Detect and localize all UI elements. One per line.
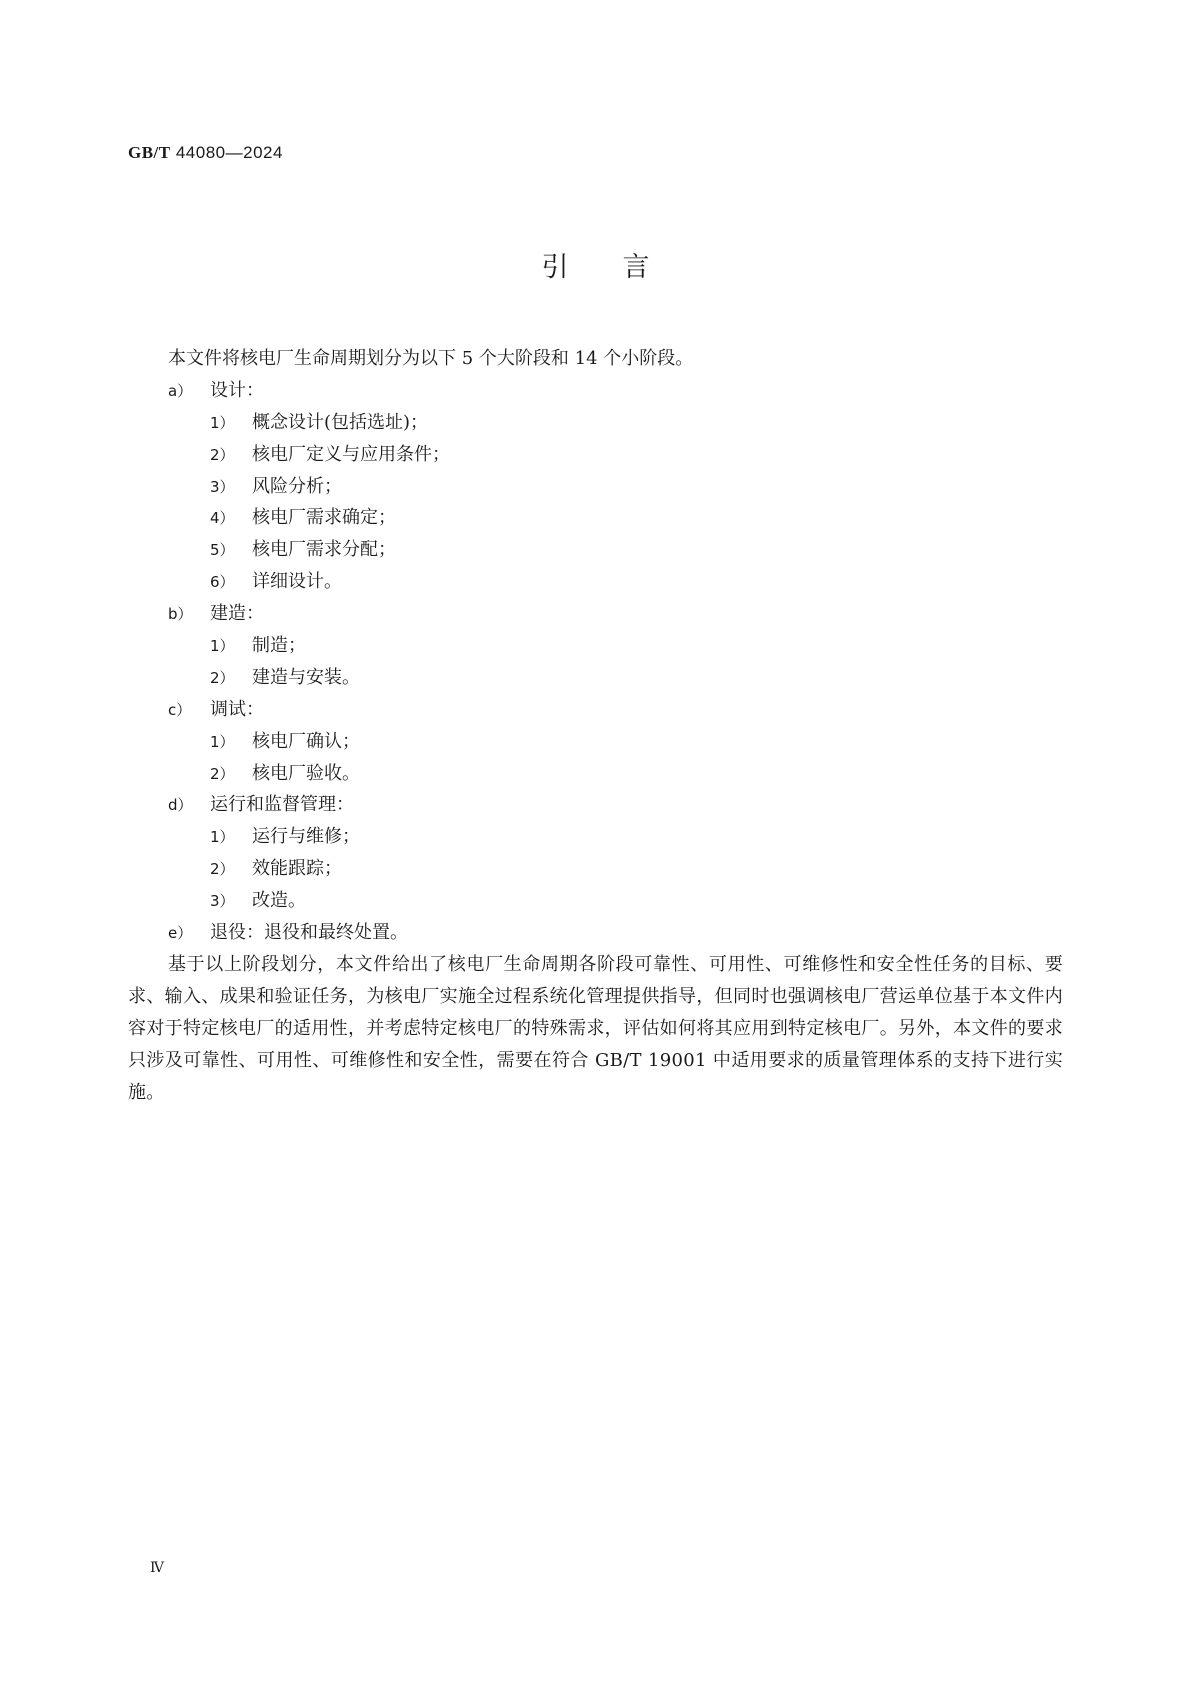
substage-label: 2） — [210, 668, 235, 687]
substage-text: 概念设计(包括选址)； — [252, 411, 429, 433]
substage-text: 详细设计。 — [252, 571, 342, 593]
stage-label: e） — [168, 924, 193, 943]
substage-label: 5） — [210, 541, 235, 560]
stage-text: 调试： — [210, 698, 264, 720]
substage-label: 1） — [210, 828, 235, 847]
substage-item — [128, 821, 1063, 853]
substage-text: 制造； — [252, 635, 306, 657]
substage-item — [128, 885, 1063, 917]
substage-item — [128, 853, 1063, 885]
page-title: 引言 — [541, 252, 704, 283]
document-body — [128, 343, 1063, 1108]
stage-label: c） — [168, 700, 192, 719]
stage-item — [128, 789, 1063, 821]
substage-item — [128, 630, 1063, 662]
stage-item — [128, 917, 1063, 949]
substage-text: 建造与安装。 — [252, 666, 360, 688]
stage-label: d） — [168, 796, 193, 815]
substage-label: 3） — [210, 892, 235, 911]
substage-label: 2） — [210, 764, 235, 783]
stage-label: a） — [168, 381, 193, 400]
substage-item — [128, 566, 1063, 598]
substage-item — [128, 439, 1063, 471]
substage-text: 改造。 — [252, 890, 306, 912]
substage-label: 3） — [210, 477, 235, 496]
substage-item — [128, 662, 1063, 694]
substage-item — [128, 758, 1063, 790]
standard-prefix: GB/T — [128, 143, 171, 162]
substage-item — [128, 726, 1063, 758]
stage-item — [128, 375, 1063, 407]
stage-text: 运行和监督管理： — [210, 794, 354, 816]
stage-text: 建造： — [210, 603, 264, 625]
stage-label: b） — [168, 605, 193, 624]
substage-text: 核电厂确认； — [252, 730, 360, 752]
stage-item — [128, 694, 1063, 726]
substage-label: 2） — [210, 445, 235, 464]
stage-text: 设计： — [210, 379, 264, 401]
substage-label: 1） — [210, 413, 235, 432]
substage-item — [128, 502, 1063, 534]
substage-item — [128, 471, 1063, 503]
standard-number — [128, 143, 283, 163]
substage-text: 核电厂需求确定； — [252, 507, 396, 529]
stage-text: 退役：退役和最终处置。 — [210, 922, 408, 944]
substage-label: 4） — [210, 509, 235, 528]
substage-label: 2） — [210, 860, 235, 879]
substage-text: 效能跟踪； — [252, 858, 342, 880]
stage-list — [128, 375, 1063, 949]
substage-label: 1） — [210, 637, 235, 656]
substage-text: 运行与维修； — [252, 826, 360, 848]
substage-item — [128, 407, 1063, 439]
substage-text: 核电厂定义与应用条件； — [252, 443, 450, 465]
stage-item — [128, 598, 1063, 630]
substage-label: 6） — [210, 573, 235, 592]
substage-text: 核电厂验收。 — [252, 762, 360, 784]
closing-paragraph: 基于以上阶段划分，本文件给出了核电厂生命周期各阶段可靠性、可用性、可维修性和安全性任务的目标、要求、输入、成果和验证任务，为核电厂实施全过程系统化管理提供指导，但同时也强调核电厂营运单位基于本文件内容对于特定核电厂的适用性，并考虑特定核电厂的特殊需求，评估如何将其应用到特定核电厂。另外，本文件的要求只涉及可靠性、可用性、可维修性和安全性，需要在符合 GB/T 19001 中适用要求的质量管理体系的支持下进行实施。 — [128, 953, 1063, 1103]
page-number: Ⅳ — [150, 1560, 164, 1576]
substage-item — [128, 534, 1063, 566]
substage-text: 核电厂需求分配； — [252, 539, 396, 561]
intro-paragraph: 本文件将核电厂生命周期划分为以下 5 个大阶段和 14 个小阶段。 — [168, 348, 694, 369]
substage-text: 风险分析； — [252, 475, 342, 497]
standard-code: 44080—2024 — [170, 143, 283, 162]
substage-label: 1） — [210, 732, 235, 751]
